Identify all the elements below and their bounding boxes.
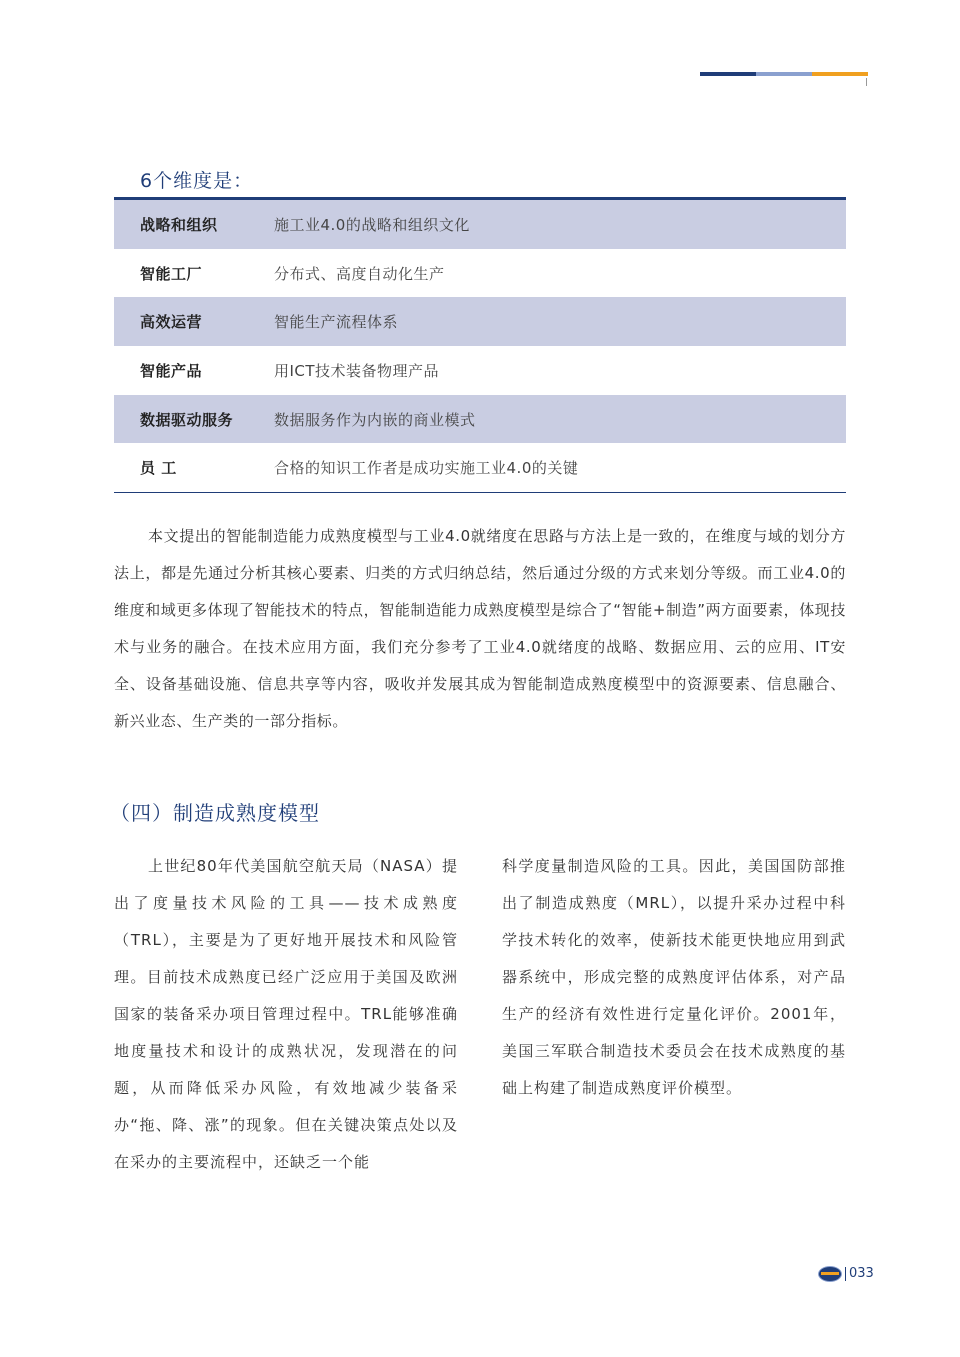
dimension-desc: 合格的知识工作者是成功实施工业4.0的关键 — [274, 459, 579, 478]
dimension-name: 智能工厂 — [140, 264, 203, 283]
dimension-name: 智能产品 — [140, 361, 203, 380]
dimension-name: 高效运营 — [140, 313, 203, 332]
page-number: 033 — [845, 1267, 874, 1281]
table-row — [114, 346, 846, 395]
subsection-heading: （四）制造成熟度模型 — [110, 801, 320, 825]
dimension-desc: 分布式、高度自动化生产 — [274, 264, 445, 283]
table-row — [114, 249, 846, 298]
dimension-desc: 用ICT技术装备物理产品 — [274, 361, 440, 380]
publisher-logo-icon — [818, 1266, 842, 1282]
decor-segment-light — [756, 72, 812, 76]
header-decor-bar — [700, 72, 868, 76]
column-left-text: 上世纪80年代美国航空航天局（NASA）提出了度量技术风险的工具——技术成熟度（TRL），主要是为了更好地开展技术和风险管理。目前技术成熟度已经广泛应用于美国及欧洲国家的装备采办项目管理过程中。TRL能够准确地度量技术和设计的成熟状况，发现潜在的问题，从而降低采办风险，有效地减少装备采办“拖、降、涨”的现象。但在关键决策点处以及在采办的主要流程中，还缺乏一个能 — [114, 857, 458, 1171]
table-row — [114, 200, 846, 249]
dimensions-table — [114, 197, 846, 493]
page-footer — [818, 1266, 874, 1282]
dimension-desc: 数据服务作为内嵌的商业模式 — [274, 410, 476, 429]
table-row — [114, 395, 846, 444]
dimension-desc: 智能生产流程体系 — [274, 313, 399, 332]
dimension-name: 战略和组织 — [140, 215, 218, 234]
table-row — [114, 297, 846, 346]
decor-segment-blue — [700, 72, 756, 76]
body-paragraph: 本文提出的智能制造能力成熟度模型与工业4.0就绪度在思路与方法上是一致的，在维度与域的划分方法上，都是先通过分析其核心要素、归类的方式归纳总结，然后通过分级的方式来划分等级。而工业4.0的维度和域更多体现了智能技术的特点，智能制造能力成熟度模型是综合了“智能+制造”两方面要素，体现技术与业务的融合。在技术应用方面，我们充分参考了工业4.0就绪度的战略、数据应用、云的应用、IT安全、设备基础设施、信息共享等内容，吸收并发展其成为智能制造成熟度模型中的资源要素、信息融合、新兴业态、生产类的一部分指标。 — [114, 527, 846, 730]
header-tick — [866, 78, 867, 86]
table-row — [114, 443, 846, 492]
section-title: 6个维度是： — [140, 170, 254, 192]
dimension-desc: 施工业4.0的战略和组织文化 — [274, 215, 470, 234]
dimension-name: 员 工 — [140, 459, 177, 478]
dimension-name: 数据驱动服务 — [140, 410, 234, 429]
decor-segment-orange — [812, 72, 868, 76]
column-right-text: 科学度量制造风险的工具。因此，美国国防部推出了制造成熟度（MRL），以提升采办过程中科学技术转化的效率，使新技术能更快地应用到武器系统中，形成完整的成熟度评估体系，对产品生产的经济有效性进行定量化评价。2001年，美国三军联合制造技术委员会在技术成熟度的基础上构建了制造成熟度评价模型。 — [502, 857, 846, 1097]
